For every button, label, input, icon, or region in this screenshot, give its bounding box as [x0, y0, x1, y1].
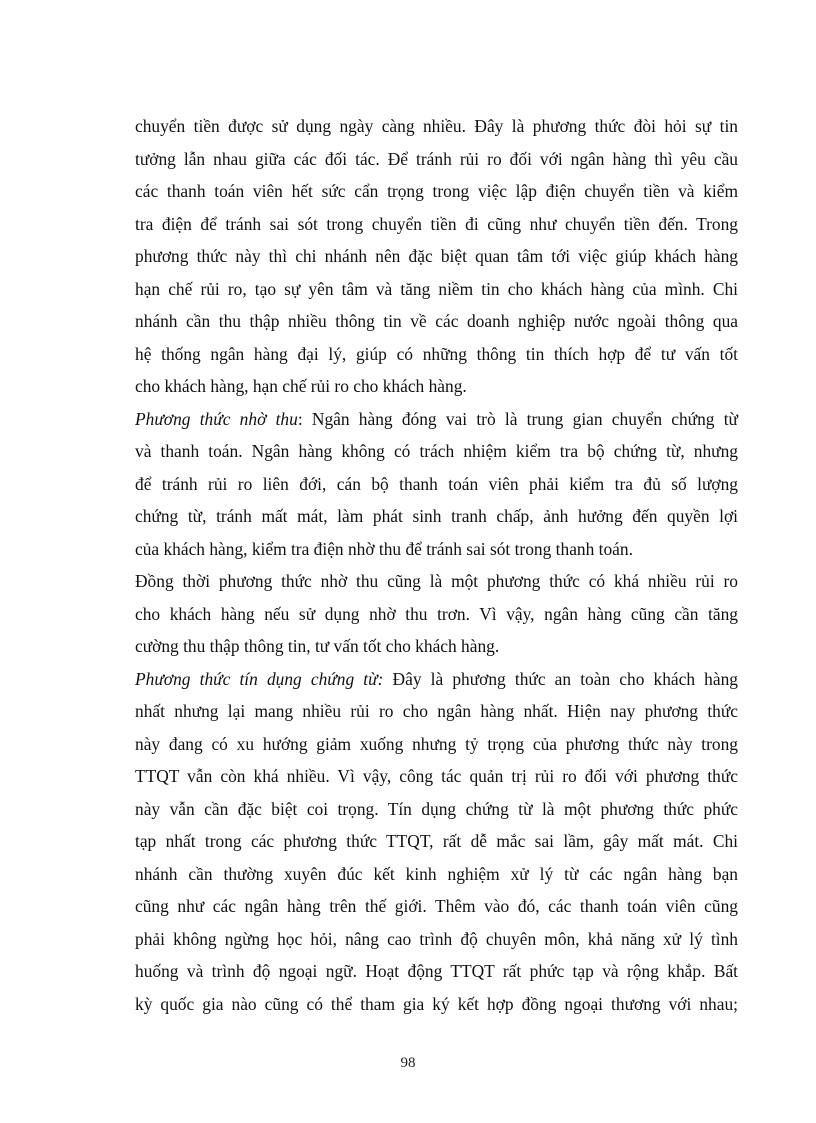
- text-line: [135, 175, 738, 208]
- text-line: [135, 695, 738, 728]
- text-line: [135, 923, 738, 956]
- text-line: [135, 598, 738, 631]
- text-line: [135, 565, 738, 598]
- line-text: : Ngân hàng đóng vai trò là trung gian chuyển chứng từ: [297, 408, 738, 429]
- line-text: nhánh cần thường xuyên đúc kết kinh nghiệm xử lý từ các ngân hàng bạn: [135, 863, 738, 884]
- text-line: [135, 663, 738, 696]
- text-line: [135, 240, 738, 273]
- line-text: hạn chế rủi ro, tạo sự yên tâm và tăng niềm tin cho khách hàng của mình. Chi: [135, 278, 738, 299]
- text-line: [135, 143, 738, 176]
- text-line: [135, 305, 738, 338]
- text-line: [135, 793, 738, 826]
- text-line: [135, 988, 738, 1021]
- page-number: 98: [400, 1055, 416, 1071]
- line-text: tạp nhất trong các phương thức TTQT, rất dễ mắc sai lầm, gây mất mát. Chi: [135, 831, 738, 851]
- line-text: chứng từ, tránh mất mát, làm phát sinh tranh chấp, ảnh hưởng đến quyền lợi: [135, 506, 738, 526]
- line-text: của khách hàng, kiểm tra điện nhờ thu để tránh sai sót trong thanh toán.: [135, 538, 633, 559]
- text-line: [135, 955, 738, 988]
- text-line: [135, 208, 738, 241]
- line-text: nhánh cần thu thập nhiều thông tin về các doanh nghiệp nước ngoài thông qua: [135, 311, 738, 331]
- line-text: các thanh toán viên hết sức cẩn trọng trong việc lập điện chuyển tiền và kiểm: [135, 181, 738, 201]
- text-line: [135, 630, 738, 663]
- line-lead: Phương thức nhờ thu: [135, 408, 298, 429]
- line-text: phương thức này thì chi nhánh nên đặc biệt quan tâm tới việc giúp khách hàng: [135, 246, 738, 266]
- line-text: Đồng thời phương thức nhờ thu cũng là một phương thức có khá nhiều rủi ro: [135, 571, 738, 591]
- line-text: chuyển tiền được sử dụng ngày càng nhiều. Đây là phương thức đòi hỏi sự tin: [135, 116, 738, 136]
- text-line: [135, 338, 738, 371]
- line-text: Đây là phương thức an toàn cho khách hàng: [383, 668, 738, 689]
- text-line: [135, 858, 738, 891]
- body-text: [135, 110, 738, 1020]
- line-text: để tránh rủi ro liên đới, cán bộ thanh toán viên phải kiểm tra đủ số lượng: [135, 473, 738, 494]
- text-line: [135, 468, 738, 501]
- text-line: [135, 533, 738, 566]
- line-text: này vẫn cần đặc biệt coi trọng. Tín dụng chứng từ là một phương thức phức: [135, 798, 738, 819]
- line-text: cho khách hàng, hạn chế rủi ro cho khách hàng.: [135, 376, 467, 396]
- line-text: cường thu thập thông tin, tư vấn tốt cho khách hàng.: [135, 636, 500, 656]
- line-text: cho khách hàng nếu sử dụng nhờ thu trơn. Vì vậy, ngân hàng cũng cần tăng: [135, 603, 738, 624]
- text-line: [135, 370, 738, 403]
- text-line: [135, 760, 738, 793]
- text-line: [135, 435, 738, 468]
- text-line: [135, 500, 738, 533]
- text-line: [135, 728, 738, 761]
- text-line: [135, 825, 738, 858]
- line-text: cũng như các ngân hàng trên thế giới. Thêm vào đó, các thanh toán viên cũng: [135, 896, 738, 916]
- text-line: [135, 273, 738, 306]
- line-text: hệ thống ngân hàng đại lý, giúp có những thông tin thích hợp để tư vấn tốt: [135, 343, 738, 364]
- line-text: và thanh toán. Ngân hàng không có trách nhiệm kiểm tra bộ chứng từ, nhưng: [135, 441, 738, 461]
- line-text: TTQT vẫn còn khá nhiều. Vì vậy, công tác quản trị rủi ro đối với phương thức: [135, 766, 738, 786]
- text-line: [135, 110, 738, 143]
- line-lead: Phương thức tín dụng chứng từ:: [135, 668, 384, 689]
- line-text: kỳ quốc gia nào cũng có thể tham gia ký kết hợp đồng ngoại thương với nhau;: [135, 993, 738, 1014]
- line-text: tưởng lẫn nhau giữa các đối tác. Để tránh rủi ro đối với ngân hàng thì yêu cầu: [135, 148, 738, 169]
- line-text: nhất nhưng lại mang nhiều rủi ro cho ngân hàng nhất. Hiện nay phương thức: [135, 701, 738, 721]
- text-line: [135, 403, 738, 436]
- line-text: huống và trình độ ngoại ngữ. Hoạt động TTQT rất phức tạp và rộng khắp. Bất: [135, 961, 738, 981]
- text-line: [135, 890, 738, 923]
- line-text: phải không ngừng học hỏi, nâng cao trình độ chuyên môn, khả năng xử lý tình: [135, 928, 738, 949]
- line-text: này đang có xu hướng giảm xuống nhưng tỷ trọng của phương thức này trong: [135, 733, 738, 754]
- line-text: tra điện để tránh sai sót trong chuyển tiền đi cũng như chuyển tiền đến. Trong: [135, 213, 738, 234]
